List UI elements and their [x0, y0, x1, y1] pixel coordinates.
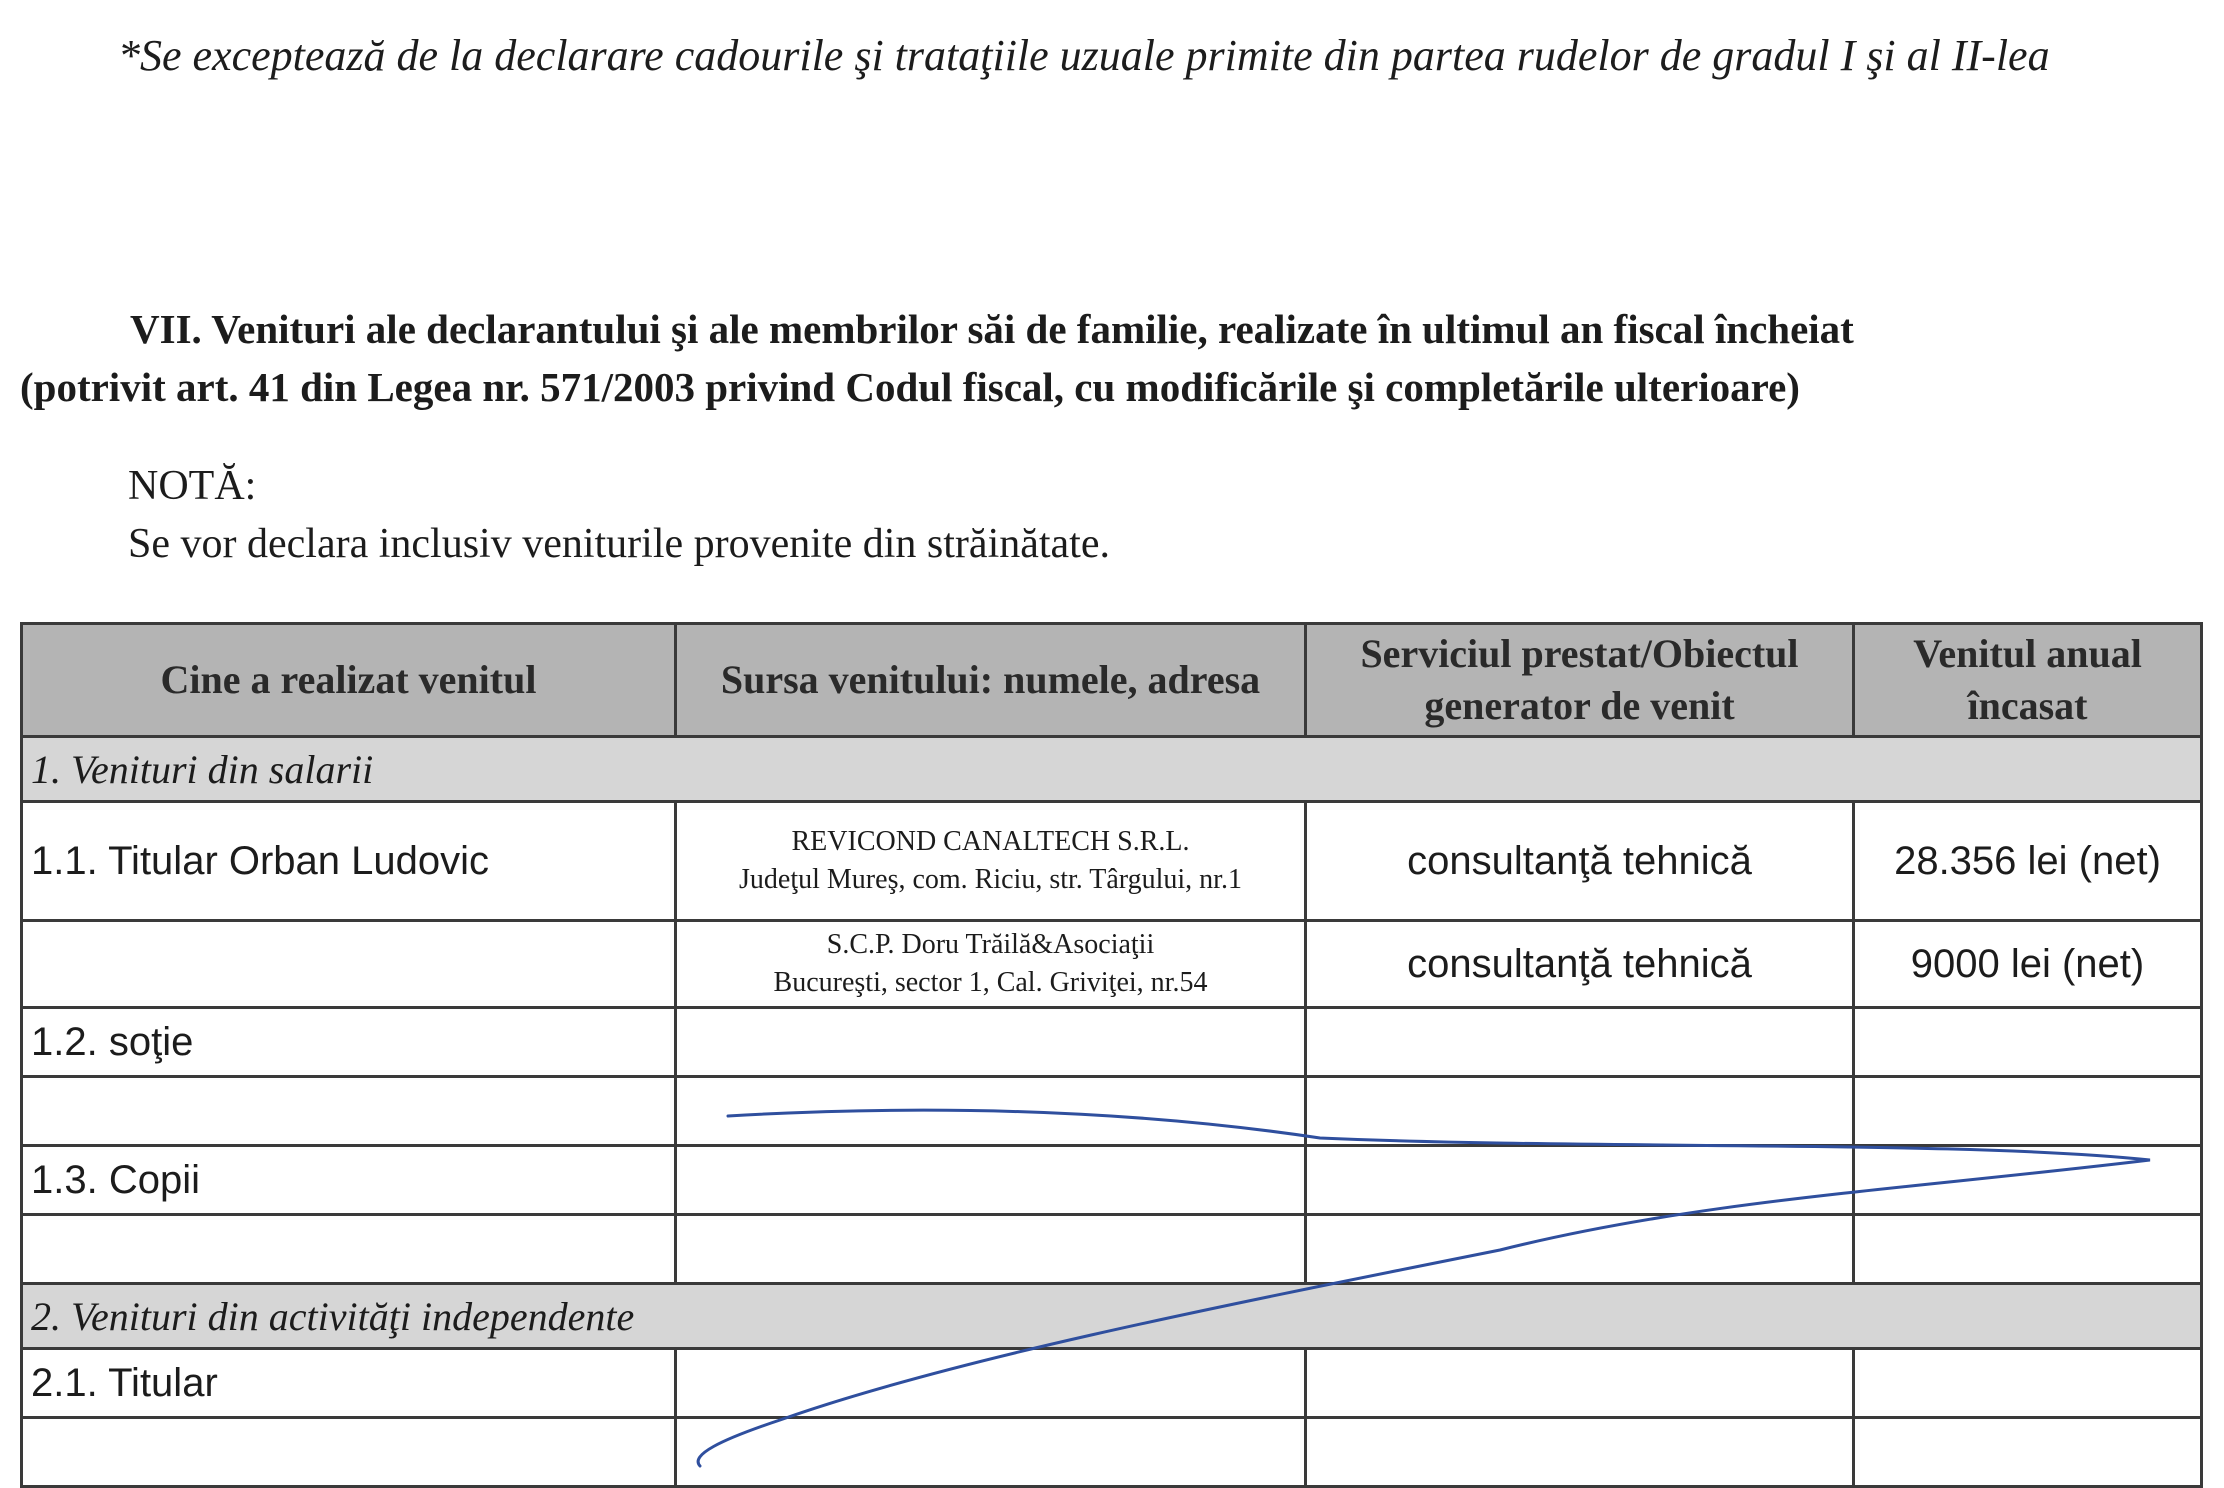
category-row-salaries — [22, 737, 2202, 802]
cell-income — [1854, 1008, 2202, 1077]
cell-service — [1306, 1077, 1854, 1146]
cell-service: consultanţă tehnică — [1306, 802, 1854, 921]
category-row-independent — [22, 1284, 2202, 1349]
cell-source — [676, 1349, 1306, 1418]
cell-service — [1306, 1349, 1854, 1418]
cell-service — [1306, 1215, 1854, 1284]
table-row — [22, 1215, 2202, 1284]
cell-source — [676, 802, 1306, 921]
cell-income — [1854, 1146, 2202, 1215]
section-heading-line2: (potrivit art. 41 din Legea nr. 571/2003 privind Codul fiscal, cu modificările şi completările ulterioare) — [20, 364, 1800, 410]
cell-who — [22, 1418, 676, 1487]
cell-service — [1306, 1008, 1854, 1077]
cell-service — [1306, 1146, 1854, 1215]
cell-who — [22, 1215, 676, 1284]
income-table — [20, 622, 2203, 1488]
cell-who — [22, 921, 676, 1008]
source-address: Bucureşti, sector 1, Cal. Griviţei, nr.54 — [773, 967, 1208, 998]
header-source: Sursa venitului: numele, adresa — [676, 624, 1306, 737]
category-label: 2. Venituri din activităţi independente — [22, 1284, 2202, 1349]
source-address: Judeţul Mureş, com. Riciu, str. Târgului, nr.1 — [739, 864, 1242, 895]
section-heading — [20, 300, 2200, 416]
table-row — [22, 802, 2202, 921]
cell-income — [1854, 1349, 2202, 1418]
cell-service: consultanţă tehnică — [1306, 921, 1854, 1008]
cell-who: 2.1. Titular — [22, 1349, 676, 1418]
table-row — [22, 1077, 2202, 1146]
cell-income — [1854, 1215, 2202, 1284]
cell-who: 1.2. soţie — [22, 1008, 676, 1077]
section-heading-line1: VII. Venituri ale declarantului şi ale membrilor săi de familie, realizate în ultimul an fiscal încheiat — [130, 306, 1854, 352]
cell-source — [676, 1008, 1306, 1077]
cell-source — [676, 1146, 1306, 1215]
table-row — [22, 1008, 2202, 1077]
header-service: Serviciul prestat/Obiectul generator de venit — [1306, 624, 1854, 737]
cell-source — [676, 1418, 1306, 1487]
footnote-text: *Se exceptează de la declarare cadourile şi trataţiile uzuale primite din partea rudelor de gradul I şi al II-lea — [118, 31, 2050, 80]
header-who: Cine a realizat venitul — [22, 624, 676, 737]
cell-source — [676, 1077, 1306, 1146]
category-label: 1. Venituri din salarii — [22, 737, 2202, 802]
table-row — [22, 1146, 2202, 1215]
cell-who — [22, 1077, 676, 1146]
table-header-row — [22, 624, 2202, 737]
cell-who: 1.3. Copii — [22, 1146, 676, 1215]
cell-who: 1.1. Titular Orban Ludovic — [22, 802, 676, 921]
cell-source — [676, 1215, 1306, 1284]
cell-income: 9000 lei (net) — [1854, 921, 2202, 1008]
cell-income — [1854, 1077, 2202, 1146]
cell-income — [1854, 1418, 2202, 1487]
cell-service — [1306, 1418, 1854, 1487]
header-income: Venitul anual încasat — [1854, 624, 2202, 737]
table-row — [22, 921, 2202, 1008]
table-row — [22, 1418, 2202, 1487]
cell-source — [676, 921, 1306, 1008]
note-title: NOTĂ: — [128, 463, 257, 509]
table-row — [22, 1349, 2202, 1418]
note-text: Se vor declara inclusiv veniturile provenite din străinătate. — [128, 521, 1110, 567]
source-name: S.C.P. Doru Trăilă&Asociaţii — [826, 929, 1155, 960]
source-name: REVICOND CANALTECH S.R.L. — [791, 826, 1190, 857]
cell-income: 28.356 lei (net) — [1854, 802, 2202, 921]
